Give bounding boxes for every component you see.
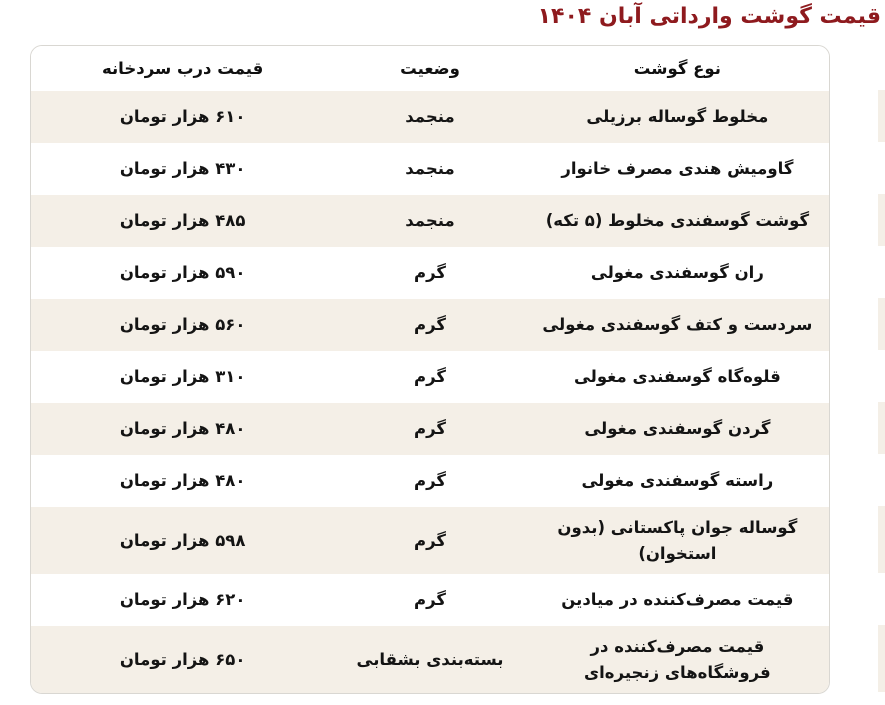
- status-cell: گرم: [414, 263, 446, 283]
- status-cell: منجمد: [405, 211, 455, 231]
- meat-type-cell: گوشت گوسفندی مخلوط (۵ تکه): [545, 211, 810, 231]
- price-cell: ۶۲۰ هزار تومان: [119, 590, 246, 610]
- meat-type-cell: قیمت مصرف‌کننده در فروشگاه‌های زنجیره‌ای: [584, 637, 771, 682]
- table-row: [31, 195, 829, 247]
- meat-type-cell: راسته گوسفندی مغولی: [581, 471, 774, 491]
- meat-type-cell: گردن گوسفندی مغولی: [584, 419, 771, 439]
- status-cell: گرم: [414, 315, 446, 335]
- table-header-row: [31, 46, 829, 91]
- status-cell: بسته‌بندی بشقابی: [356, 649, 504, 669]
- table-row: [31, 299, 829, 351]
- meat-type-cell: مخلوط گوساله برزیلی: [586, 107, 769, 127]
- price-cell: ۵۹۸ هزار تومان: [119, 530, 246, 550]
- price-cell: ۴۸۵ هزار تومان: [119, 211, 246, 231]
- price-cell: ۴۳۰ هزار تومان: [119, 159, 246, 179]
- table-body: [31, 91, 829, 693]
- meat-type-cell: قلوه‌گاه گوسفندی مغولی: [573, 367, 781, 387]
- price-cell: ۵۹۰ هزار تومان: [119, 263, 246, 283]
- meat-price-table: [30, 45, 830, 694]
- price-cell: ۴۸۰ هزار تومان: [119, 471, 246, 491]
- table-row: [31, 455, 829, 507]
- table-row: [31, 507, 829, 574]
- header-meat-type: نوع گوشت: [633, 58, 721, 78]
- meat-type-cell: گاومیش هندی مصرف خانوار: [561, 159, 794, 179]
- table-row: [31, 143, 829, 195]
- price-cell: ۶۱۰ هزار تومان: [119, 107, 246, 127]
- status-cell: گرم: [414, 530, 446, 550]
- table-row: [31, 574, 829, 626]
- meat-type-cell: سردست و کتف گوسفندی مغولی: [542, 315, 813, 335]
- status-cell: گرم: [414, 471, 446, 491]
- table-row: [31, 403, 829, 455]
- header-price: قیمت درب سردخانه: [101, 58, 264, 78]
- status-cell: منجمد: [405, 107, 455, 127]
- price-cell: ۶۵۰ هزار تومان: [119, 649, 246, 669]
- table-row: [31, 351, 829, 403]
- table-row: [31, 626, 829, 693]
- adjacent-table-edge: [878, 45, 885, 692]
- price-cell: ۴۸۰ هزار تومان: [119, 419, 246, 439]
- price-cell: ۳۱۰ هزار تومان: [119, 367, 246, 387]
- page-title: قیمت گوشت وارداتی آبان ۱۴۰۴: [537, 4, 881, 29]
- table-row: [31, 247, 829, 299]
- status-cell: گرم: [414, 419, 446, 439]
- meat-type-cell: گوساله جوان پاکستانی (بدون استخوان): [557, 518, 798, 563]
- meat-type-cell: قیمت مصرف‌کننده در میادین: [561, 590, 794, 610]
- header-status: وضعیت: [400, 58, 460, 78]
- status-cell: گرم: [414, 590, 446, 610]
- table-row: [31, 91, 829, 143]
- price-cell: ۵۶۰ هزار تومان: [119, 315, 246, 335]
- status-cell: گرم: [414, 367, 446, 387]
- status-cell: منجمد: [405, 159, 455, 179]
- meat-type-cell: ران گوسفندی مغولی: [590, 263, 764, 283]
